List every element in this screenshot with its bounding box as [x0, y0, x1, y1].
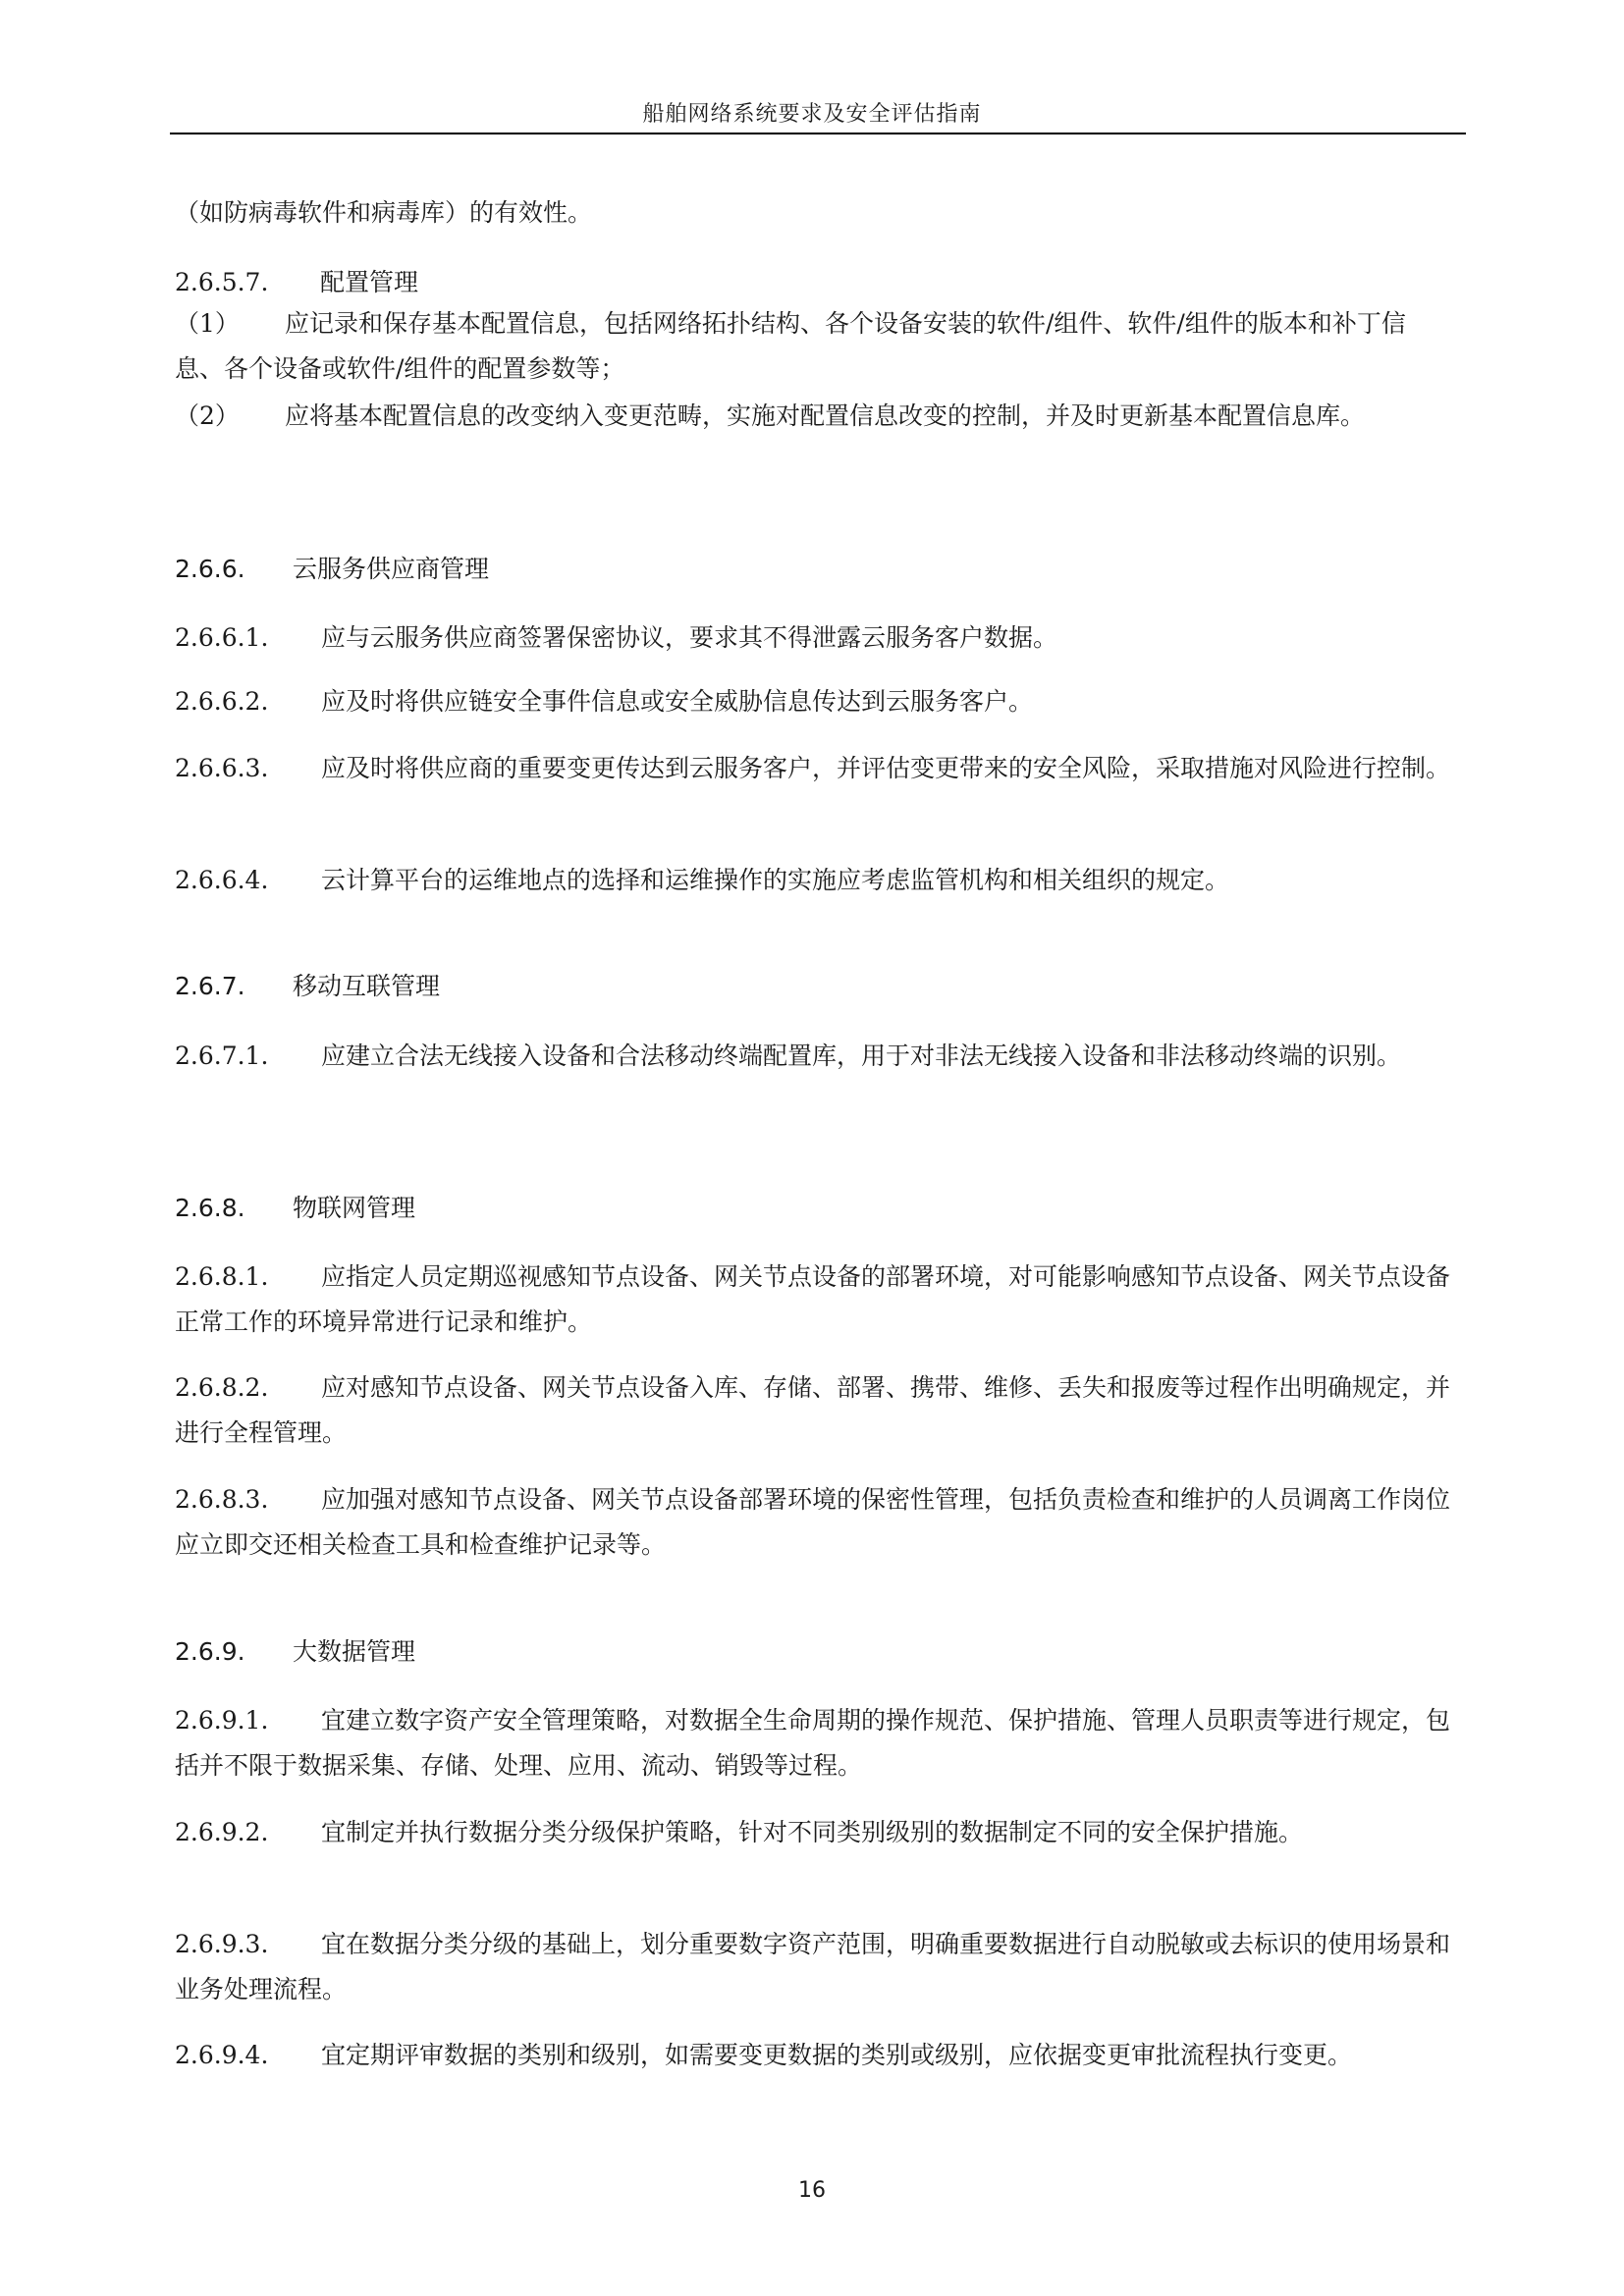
section-heading-2-6-9: [175, 1632, 1451, 1672]
clause-text: 应加强对感知节点设备、网关节点设备部署环境的保密性管理，包括负责检查和维护的人员调离工作岗位应立即交还相关检查工具和检查维护记录等。: [175, 1485, 1451, 1559]
clause-2-6-6-1: [175, 615, 1451, 661]
clause-text: 应指定人员定期巡视感知节点设备、网关节点设备的部署环境，对可能影响感知节点设备、网关节点设备正常工作的环境异常进行记录和维护。: [175, 1262, 1451, 1336]
clause-text: 宜定期评审数据的类别和级别，如需要变更数据的类别或级别，应依据变更审批流程执行变更。: [321, 2041, 1353, 2069]
clause-2-6-9-1: [175, 1698, 1451, 1789]
clause-2-6-7-1: [175, 1034, 1451, 1079]
clause-number: 2.6.9.1.: [175, 1706, 269, 1735]
clause-text: 宜制定并执行数据分类分级保护策略，针对不同类别级别的数据制定不同的安全保护措施。: [321, 1818, 1304, 1846]
section-title: 物联网管理: [293, 1194, 416, 1222]
clause-2-6-6-2: [175, 679, 1451, 724]
paragraph-continuation: [175, 190, 1451, 236]
section-title: 移动互联管理: [293, 972, 441, 1000]
clause-title: 配置管理: [320, 268, 419, 296]
clause-2-6-9-2: [175, 1810, 1451, 1855]
section-heading-2-6-6: [175, 550, 1451, 589]
clause-text: 宜建立数字资产安全管理策略，对数据全生命周期的操作规范、保护措施、管理人员职责等进行规定，包括并不限于数据采集、存储、处理、应用、流动、销毁等过程。: [175, 1706, 1451, 1780]
clause-text: 应与云服务供应商签署保密协议，要求其不得泄露云服务客户数据。: [321, 623, 1058, 652]
list-item-number: （2）: [175, 401, 240, 430]
paragraph-text: （如防病毒软件和病毒库）的有效性。: [175, 198, 593, 227]
section-number: 2.6.6.: [175, 555, 245, 583]
clause-number: 2.6.5.7.: [175, 268, 269, 296]
subsection-2-6-5-7: [175, 260, 1451, 305]
clause-text: 应及时将供应链安全事件信息或安全威胁信息传达到云服务客户。: [321, 687, 1034, 716]
section-number: 2.6.7.: [175, 972, 245, 1000]
clause-text: 宜在数据分类分级的基础上，划分重要数字资产范围，明确重要数据进行自动脱敏或去标识的使用场景和业务处理流程。: [175, 1930, 1451, 2003]
clause-number: 2.6.8.3.: [175, 1485, 269, 1514]
clause-number: 2.6.6.4.: [175, 866, 269, 894]
page-header-title: 船舶网络系统要求及安全评估指南: [642, 102, 982, 127]
header-divider: [170, 133, 1466, 134]
section-title: 云服务供应商管理: [293, 555, 490, 583]
list-item-number: （1）: [175, 309, 240, 338]
clause-text: 云计算平台的运维地点的选择和运维操作的实施应考虑监管机构和相关组织的规定。: [321, 866, 1230, 894]
clause-number: 2.6.9.3.: [175, 1930, 269, 1958]
clause-2-6-8-2: [175, 1365, 1451, 1456]
page-number: 16: [798, 2178, 826, 2203]
clause-number: 2.6.9.2.: [175, 1818, 269, 1846]
list-item-2: [175, 394, 1451, 439]
clause-number: 2.6.6.2.: [175, 687, 269, 716]
clause-2-6-8-1: [175, 1255, 1451, 1345]
section-heading-2-6-7: [175, 967, 1451, 1006]
clause-number: 2.6.8.1.: [175, 1262, 269, 1291]
list-item-text: 应记录和保存基本配置信息，包括网络拓扑结构、各个设备安装的软件/组件、软件/组件的版本和补丁信息、各个设备或软件/组件的配置参数等；: [175, 309, 1406, 383]
section-number: 2.6.9.: [175, 1637, 245, 1666]
clause-text: 应及时将供应商的重要变更传达到云服务客户，并评估变更带来的安全风险，采取措施对风险进行控制。: [321, 754, 1451, 782]
clause-text: 应建立合法无线接入设备和合法移动终端配置库，用于对非法无线接入设备和非法移动终端的识别。: [321, 1041, 1402, 1070]
section-title: 大数据管理: [293, 1637, 416, 1666]
list-item-1: [175, 301, 1451, 392]
clause-number: 2.6.7.1.: [175, 1041, 269, 1070]
clause-2-6-9-4: [175, 2033, 1451, 2078]
clause-2-6-9-3: [175, 1922, 1451, 2012]
clause-number: 2.6.9.4.: [175, 2041, 269, 2069]
list-item-text: 应将基本配置信息的改变纳入变更范畴，实施对配置信息改变的控制，并及时更新基本配置信息库。: [285, 401, 1366, 430]
clause-number: 2.6.8.2.: [175, 1373, 269, 1402]
clause-number: 2.6.6.3.: [175, 754, 269, 782]
clause-2-6-6-4: [175, 858, 1451, 903]
section-heading-2-6-8: [175, 1189, 1451, 1228]
clause-text: 应对感知节点设备、网关节点设备入库、存储、部署、携带、维修、丢失和报废等过程作出明确规定，并进行全程管理。: [175, 1373, 1451, 1447]
clause-2-6-6-3: [175, 746, 1451, 791]
clause-2-6-8-3: [175, 1477, 1451, 1568]
clause-number: 2.6.6.1.: [175, 623, 269, 652]
section-number: 2.6.8.: [175, 1194, 245, 1222]
